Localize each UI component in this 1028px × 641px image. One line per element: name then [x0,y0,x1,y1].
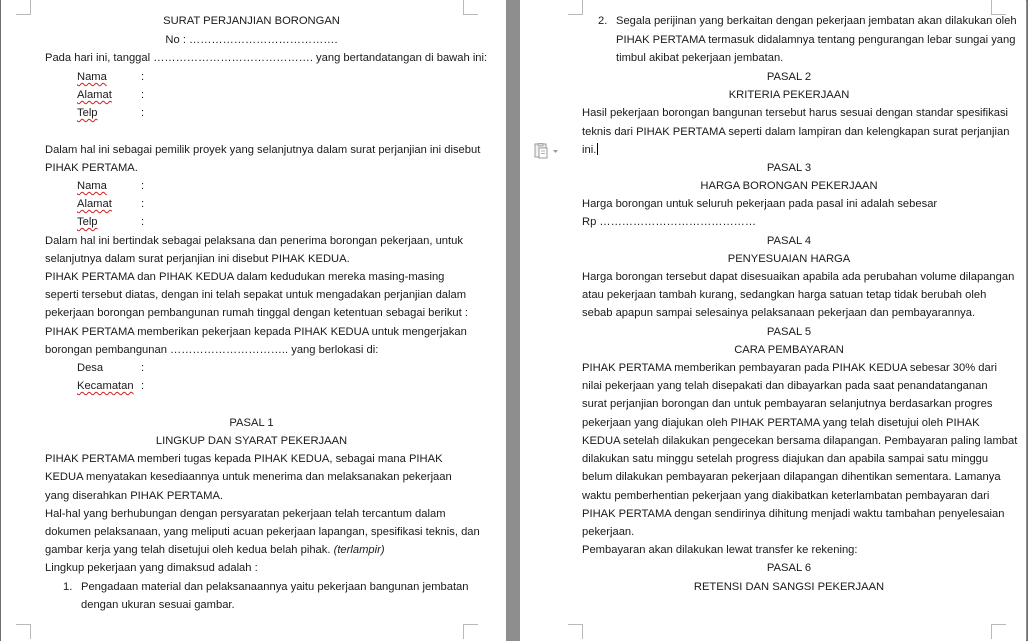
field-colon: : [141,89,145,101]
field-label-desa: Desa [77,362,104,374]
paragraph-text: ini. [582,144,597,156]
paragraph-line: nilai pekerjaan yang telah disepakati dan dibayarkan pada saat penandatanganan [582,380,988,392]
paragraph-line: Lingkup pekerjaan yang dimaksud adalah : [45,562,258,574]
paragraph-line: PIHAK PERTAMA. [45,162,138,174]
paragraph-line: Hasil pekerjaan borongan bangunan tersebut harus sesuai dengan standar spesifikasi [582,107,1009,119]
paragraph-line: Hal-hal yang berhubungan dengan persyaratan pekerjaan telah tercantum dalam [45,508,446,520]
paragraph-line: PIHAK PERTAMA dengan sendirinya dihitung menjadi waktu tambahan penyelesaian [582,508,1005,520]
crop-mark [463,0,478,15]
list-number: 2. [598,15,608,27]
field-label-nama: Nama [77,180,107,192]
document-number: No : …………………………………. [165,34,338,46]
paragraph-line: PIHAK PERTAMA memberikan pekerjaan kepada PIHAK KEDUA untuk mengerjakan [45,326,467,338]
paragraph-line: waktu pemberhentian pekerjaan yang diakibatkan keterlambatan pembayaran dari [582,490,990,502]
section-heading: PASAL 4 [766,235,812,247]
paragraph-line: PIHAK PERTAMA dan PIHAK KEDUA dalam kedudukan mereka masing-masing [45,271,445,283]
field-colon: : [141,180,145,192]
paste-options-icon [533,143,563,159]
field-colon: : [141,380,145,392]
text-cursor [597,143,598,155]
paragraph-line: yang diserahkan PIHAK PERTAMA. [45,490,224,502]
paragraph-text: gambar kerja yang telah disetujui oleh kedua belah pihak. [45,544,331,556]
section-title: RETENSI DAN SANGSI PEKERJAAN [693,581,885,593]
field-label-telp: Telp [77,216,98,228]
paragraph-line: Harga borongan untuk seluruh pekerjaan pada pasal ini adalah sebesar [582,198,938,210]
field-label-nama: Nama [77,71,107,83]
paragraph-line: teknis dari PIHAK PERTAMA seperti dalam lampiran dan kelengkapan surat perjanjian [582,126,1010,138]
paragraph-line: sebab apapun sampai selesainya pelaksanaan pekerjaan dan pembayarannya. [582,307,976,319]
list-number: 1. [63,581,73,593]
field-label-telp: Telp [77,107,98,119]
field-colon: : [141,107,145,119]
paragraph-line: Pembayaran akan dilakukan lewat transfer ke rekening: [582,544,858,556]
crop-mark [991,624,1006,639]
field-colon: : [141,362,145,374]
section-heading: PASAL 5 [766,326,812,338]
paragraph-line: KEDUA menyatakan kesediaannya untuk menerima dan melaksanakan pekerjaan [45,471,452,483]
section-title: CARA PEMBAYARAN [734,344,844,356]
crop-mark [463,624,478,639]
paragraph-line: KEDUA setelah dilakukan pengecekan bersama dilapangan. Pembayaran paling lambat [582,435,1018,447]
paragraph-line: Dalam hal ini sebagai pemilik proyek yang selanjutnya dalam surat perjanjian ini disebut [45,144,481,156]
list-item-line: dengan ukuran sesuai gambar. [81,599,235,611]
crop-mark [16,624,31,639]
paragraph-line: Dalam hal ini bertindak sebagai pelaksana dan penerima borongan pekerjaan, untuk [45,235,463,247]
field-colon: : [141,71,145,83]
paragraph-line: dilakukan satu minggu setelah progress diajukan dan apabila sampai satu minggu [582,453,989,465]
paragraph-line: pekerjaan borongan pembangunan rumah tinggal dengan ketentuan sebagai berikut : [45,307,468,319]
crop-mark [16,0,31,15]
section-heading: PASAL 3 [766,162,812,174]
field-label-alamat: Alamat [77,89,112,101]
list-item-line: Pengadaan material dan pelaksanaannya yaitu pekerjaan bangunan jembatan [81,581,469,593]
section-heading: PASAL 1 [229,417,274,429]
paragraph-line: surat perjanjian borongan dan untuk pembayaran selanjutnya berdasarkan progres [582,398,993,410]
paragraph-line: dokumen pelaksanaan, yang meliputi acuan pekerjaan lapangan, spesifikasi teknis, dan [45,526,480,538]
paragraph-line: atau pekerjaan tambah kurang, sedangkan harga satuan tetap tidak berubah oleh [582,289,987,301]
document-page-right[interactable] [520,0,1026,641]
paragraph-line: selanjutnya dalam surat perjanjian ini disebut PIHAK KEDUA. [45,253,350,265]
paragraph-line: belum dilakukan pembayaran pekerjaan dilapangan dihentikan sementara. Lamanya [582,471,1001,483]
paragraph-line: seperti tersebut diatas, dengan ini telah sepakat untuk mengadakan perjanjian dalam [45,289,467,301]
section-heading: PASAL 2 [766,71,812,83]
crop-mark [568,624,583,639]
chevron-down-icon [553,150,558,153]
field-label-kecamatan: Kecamatan [77,380,134,392]
field-colon: : [141,198,145,210]
paragraph-line: Rp …………………………………… [582,216,757,228]
paragraph-line [45,543,385,557]
list-item-line: timbul akibat pekerjaan jembatan. [616,52,784,64]
crop-mark [568,0,583,15]
paragraph-line: Pada hari ini, tanggal ……………………………………. yang bertandatangan di bawah ini: [45,52,488,64]
paragraph-line: Harga borongan tersebut dapat disesuaikan apabila ada perubahan volume dilapangan [582,271,1015,283]
italic-note: (terlampir) [333,544,385,556]
section-title: KRITERIA PEKERJAAN [728,89,850,101]
document-page-left[interactable] [1,0,506,641]
section-heading: PASAL 6 [766,562,812,574]
list-item-line: PIHAK PERTAMA termasuk didalamnya tentang pengurangan lebar sungai yang [616,34,1016,46]
paragraph-line: pekerjaan yang diajukan oleh PIHAK PERTAMA yang telah disetujui oleh PIHAK [582,417,980,429]
section-title: LINGKUP DAN SYARAT PEKERJAAN [155,435,348,447]
paragraph-line: pekerjaan. [582,526,635,538]
list-item-line: Segala perijinan yang berkaitan dengan pekerjaan jembatan akan dilakukan oleh [616,15,1017,27]
field-colon: : [141,216,145,228]
document-title: SURAT PERJANJIAN BORONGAN [163,15,340,27]
field-label-alamat: Alamat [77,198,112,210]
paragraph-line: PIHAK PERTAMA memberi tugas kepada PIHAK KEDUA, sebagai mana PIHAK [45,453,443,465]
section-title: HARGA BORONGAN PEKERJAAN [700,180,878,192]
section-title: PENYESUAIAN HARGA [727,253,851,265]
paragraph-line: borongan pembangunan ………………………….. yang berlokasi di: [45,344,379,356]
paste-options-button[interactable] [533,143,563,159]
page-gutter [506,0,520,641]
paragraph-line [582,143,598,157]
crop-mark [991,0,1006,15]
paragraph-line: PIHAK PERTAMA memberikan pembayaran pada PIHAK KEDUA sebesar 30% dari [582,362,997,374]
